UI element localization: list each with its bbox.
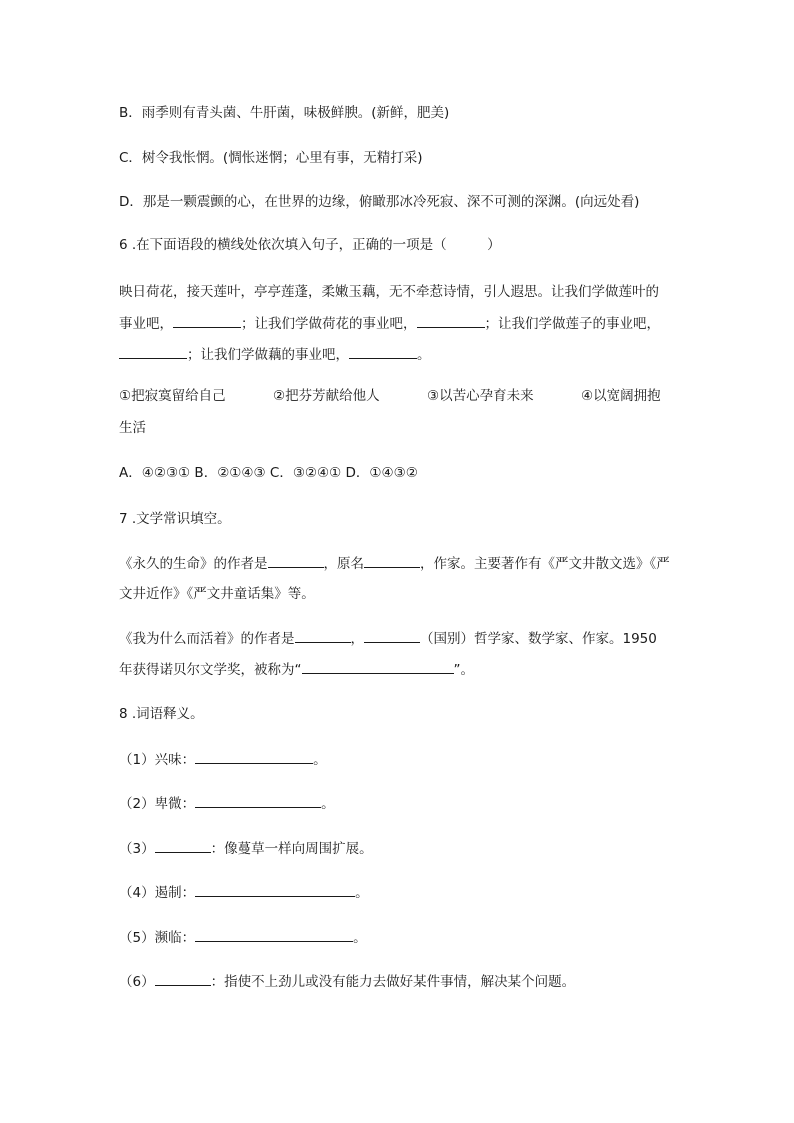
q7-text: ”。: [453, 662, 474, 678]
q6-answer-choices: A．④②③① B．②①④③ C．③②④① D．①④③②: [119, 465, 418, 481]
q6-paragraph-line-3: [119, 344, 431, 365]
answer-blank[interactable]: [155, 838, 211, 853]
answer-blank[interactable]: [302, 659, 454, 674]
q6-sentence-options: [119, 386, 679, 406]
q5-option-d: D．那是一颗震颤的心，在世界的边缘，俯瞰那冰冷死寂、深不可测的深渊。(向远处看): [119, 194, 640, 210]
q7-text: ，作家。主要著作有《严文井散文选》《严: [420, 556, 670, 572]
q6-paragraph-line-2: [119, 313, 660, 334]
q7-text: 《我为什么而活着》的作者是: [119, 631, 295, 647]
answer-blank[interactable]: [173, 313, 241, 328]
q8-item-prefix: （1）兴味：: [119, 752, 196, 768]
q6-sentence-option: ①把寂寞留给自己: [119, 388, 226, 404]
q7-text: ，原名: [323, 556, 364, 572]
q8-item: [119, 749, 327, 770]
q6-text: ；让我们学做荷花的事业吧，: [241, 316, 417, 332]
answer-blank[interactable]: [417, 313, 485, 328]
q7-line-4: [119, 659, 474, 680]
q8-item: [119, 793, 335, 814]
q8-item: [119, 971, 575, 992]
q7-text: 年获得诺贝尔文学奖，被称为“: [119, 662, 302, 678]
q8-item-suffix: 。: [353, 930, 367, 946]
q6-text: ；让我们学做藕的事业吧，: [187, 347, 349, 363]
answer-blank[interactable]: [195, 749, 313, 764]
q8-item-prefix: （6）: [119, 974, 155, 990]
q8-item: [119, 838, 373, 859]
q8-item-prefix: （3）: [119, 841, 155, 857]
answer-blank[interactable]: [119, 344, 187, 359]
answer-blank[interactable]: [364, 628, 420, 643]
q8-item-prefix: （2）卑微：: [119, 796, 196, 812]
answer-blank[interactable]: [195, 882, 355, 897]
q6-sentence-option: ④以宽阔拥抱: [581, 388, 661, 404]
q8-item: [119, 927, 367, 948]
q6-sentence-option: ②把芬芳献给他人: [273, 388, 380, 404]
answer-blank[interactable]: [349, 344, 417, 359]
q7-text: ，: [350, 631, 364, 647]
answer-blank[interactable]: [195, 927, 353, 942]
q5-option-c: C．树令我怅惘。(惆怅迷惘；心里有事，无精打采): [119, 150, 423, 166]
q6-sentence-option: ③以苦心孕育未来: [427, 388, 534, 404]
q6-title: 6 .在下面语段的横线处依次填入句子，正确的一项是（ ）: [119, 237, 501, 253]
q8-title: 8 .词语释义。: [119, 706, 204, 722]
q6-paragraph-line-1: 映日荷花，接天莲叶，亭亭莲蓬，柔嫩玉藕，无不牵惹诗情，引人遐思。让我们学做莲叶的: [119, 284, 659, 300]
q8-item-suffix: ：指使不上劲儿或没有能力去做好某件事情，解决某个问题。: [210, 974, 576, 990]
q5-option-b: B．雨季则有青头菌、牛肝菌，味极鲜腴。(新鲜，肥美): [119, 105, 450, 121]
answer-blank[interactable]: [155, 971, 211, 986]
q7-text: 《永久的生命》的作者是: [119, 556, 268, 572]
q7-title: 7 .文学常识填空。: [119, 511, 231, 527]
q8-item-suffix: 。: [313, 752, 327, 768]
q8-item-prefix: （4）遏制：: [119, 885, 196, 901]
answer-blank[interactable]: [195, 793, 321, 808]
q8-item-suffix: ：像蔓草一样向周围扩展。: [210, 841, 373, 857]
q7-line-1: [119, 553, 670, 574]
answer-blank[interactable]: [295, 628, 351, 643]
q7-line-3: [119, 628, 657, 649]
q6-option-wrap: 生活: [119, 420, 146, 436]
q6-text: 事业吧，: [119, 316, 173, 332]
answer-blank[interactable]: [364, 553, 420, 568]
q8-item-suffix: 。: [321, 796, 335, 812]
answer-blank[interactable]: [268, 553, 324, 568]
q8-item-suffix: 。: [355, 885, 369, 901]
q7-line-2: 文井近作》《严文井童话集》等。: [119, 586, 315, 602]
q8-item-prefix: （5）濒临：: [119, 930, 196, 946]
q7-text: （国别）哲学家、数学家、作家。1950: [420, 631, 657, 647]
q6-text: ；让我们学做莲子的事业吧，: [484, 316, 660, 332]
q8-item: [119, 882, 369, 903]
q6-text: 。: [417, 347, 431, 363]
